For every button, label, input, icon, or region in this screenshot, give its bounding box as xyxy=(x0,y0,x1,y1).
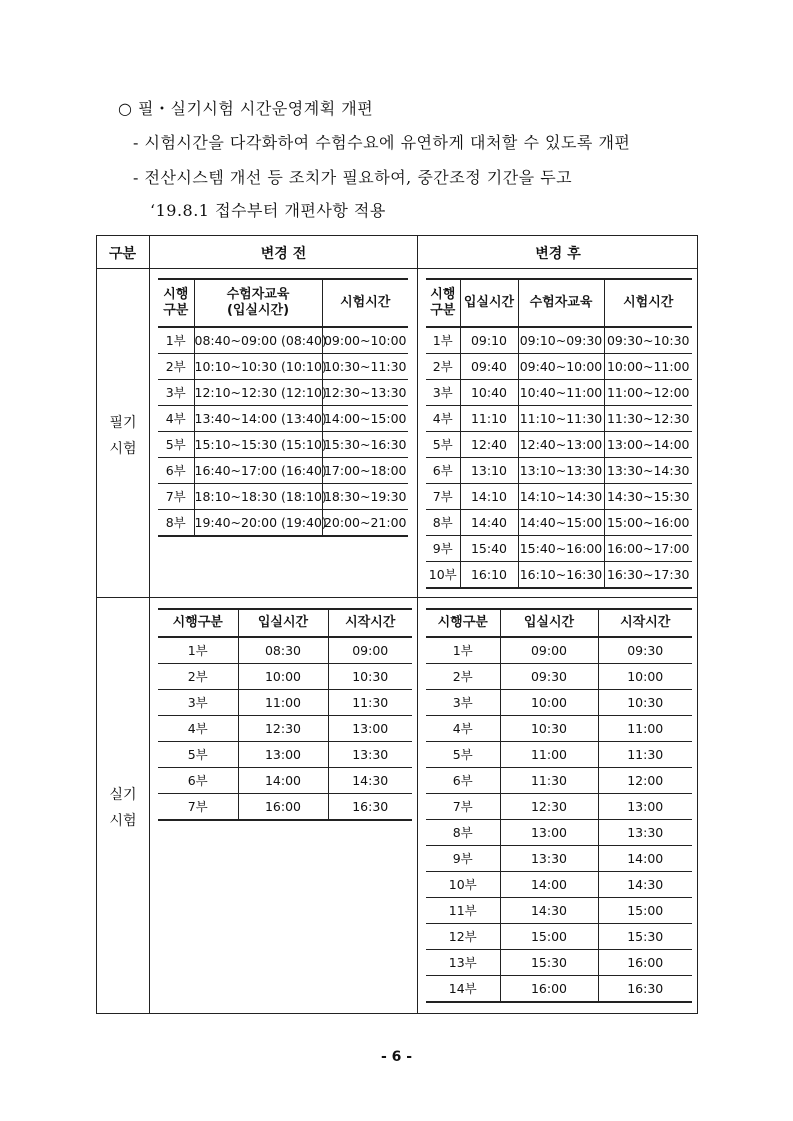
table-cell: 10:30 xyxy=(500,716,598,742)
table-cell: 09:30~10:30 xyxy=(604,327,692,354)
table-cell: 3부 xyxy=(158,380,194,406)
table-cell: 14:10 xyxy=(460,484,518,510)
table-cell: 09:10~09:30 xyxy=(518,327,604,354)
table-row xyxy=(158,637,412,664)
table-row xyxy=(426,794,692,820)
table-cell: 11:00 xyxy=(238,690,328,716)
table-cell: 13:00 xyxy=(500,820,598,846)
table-cell: 5부 xyxy=(158,742,238,768)
table-cell: 8부 xyxy=(426,820,500,846)
column-header: 시작시간 xyxy=(598,609,692,637)
table-cell: 20:00~21:00 xyxy=(322,510,408,537)
table-row xyxy=(426,716,692,742)
table-cell: 13:00 xyxy=(328,716,412,742)
table-row xyxy=(158,768,412,794)
table-cell: 14:10~14:30 xyxy=(518,484,604,510)
table-cell: 10:30~11:30 xyxy=(322,354,408,380)
table-row xyxy=(426,742,692,768)
table-cell: 8부 xyxy=(158,510,194,537)
table-cell: 13:40~14:00 (13:40) xyxy=(194,406,322,432)
practical-before-table xyxy=(158,608,412,821)
table-cell: 7부 xyxy=(426,484,460,510)
table-cell: 13:30 xyxy=(598,820,692,846)
table-row xyxy=(426,637,692,664)
table-cell: 13:00~14:00 xyxy=(604,432,692,458)
table-cell: 15:40 xyxy=(460,536,518,562)
table-cell: 6부 xyxy=(158,768,238,794)
table-row xyxy=(426,432,692,458)
table-cell: 1부 xyxy=(158,327,194,354)
column-header: 수험자교육 (입실시간) xyxy=(194,279,322,327)
column-header: 수험자교육 xyxy=(518,279,604,327)
table-row xyxy=(158,432,408,458)
table-cell: 16:10 xyxy=(460,562,518,589)
table-cell: 13:00 xyxy=(238,742,328,768)
table-cell: 10:00~11:00 xyxy=(604,354,692,380)
table-cell: 6부 xyxy=(426,458,460,484)
divider-category xyxy=(149,235,150,1014)
table-cell: 11:30 xyxy=(500,768,598,794)
table-cell: 16:30 xyxy=(328,794,412,821)
table-cell: 4부 xyxy=(158,406,194,432)
divider-rows xyxy=(96,597,698,598)
table-cell: 11:00~12:00 xyxy=(604,380,692,406)
table-cell: 09:30 xyxy=(598,637,692,664)
table-row xyxy=(426,380,692,406)
table-cell: 09:00 xyxy=(500,637,598,664)
table-cell: 2부 xyxy=(158,354,194,380)
table-row xyxy=(426,846,692,872)
table-cell: 13:30 xyxy=(500,846,598,872)
table-cell: 14부 xyxy=(426,976,500,1003)
table-row xyxy=(426,406,692,432)
table-row xyxy=(426,898,692,924)
table-cell: 12:40 xyxy=(460,432,518,458)
table-cell: 11:30 xyxy=(598,742,692,768)
table-cell: 5부 xyxy=(426,432,460,458)
table-row xyxy=(158,327,408,354)
table-cell: 08:40~09:00 (08:40) xyxy=(194,327,322,354)
table-row xyxy=(158,484,408,510)
table-cell: 16:30~17:30 xyxy=(604,562,692,589)
table-row xyxy=(158,380,408,406)
table-cell: 09:00 xyxy=(328,637,412,664)
column-header: 시행 구분 xyxy=(158,279,194,327)
table-cell: 11:30~12:30 xyxy=(604,406,692,432)
table-cell: 10:00 xyxy=(238,664,328,690)
table-cell: 7부 xyxy=(426,794,500,820)
table-cell: 3부 xyxy=(426,690,500,716)
column-header: 입실시간 xyxy=(238,609,328,637)
table-row xyxy=(426,536,692,562)
table-row xyxy=(158,716,412,742)
table-row xyxy=(158,510,408,537)
table-cell: 11:10 xyxy=(460,406,518,432)
table-cell: 7부 xyxy=(158,794,238,821)
table-cell: 15:40~16:00 xyxy=(518,536,604,562)
table-cell: 4부 xyxy=(426,406,460,432)
header-before: 변경 전 xyxy=(260,246,307,262)
table-cell: 5부 xyxy=(426,742,500,768)
table-cell: 14:40~15:00 xyxy=(518,510,604,536)
table-cell: 09:00~10:00 xyxy=(322,327,408,354)
table-cell: 2부 xyxy=(158,664,238,690)
table-cell: 11:30 xyxy=(328,690,412,716)
table-cell: 2부 xyxy=(426,664,500,690)
table-cell: 13부 xyxy=(426,950,500,976)
table-cell: 1부 xyxy=(426,637,500,664)
table-row xyxy=(426,510,692,536)
table-cell: 14:40 xyxy=(460,510,518,536)
table-row xyxy=(426,562,692,589)
table-cell: 15:30~16:30 xyxy=(322,432,408,458)
table-cell: 16:10~16:30 xyxy=(518,562,604,589)
column-header: 시작시간 xyxy=(328,609,412,637)
table-cell: 14:30 xyxy=(598,872,692,898)
table-cell: 12:30 xyxy=(500,794,598,820)
table-cell: 2부 xyxy=(426,354,460,380)
table-row xyxy=(426,768,692,794)
table-cell: 14:30 xyxy=(500,898,598,924)
table-cell: 14:30~15:30 xyxy=(604,484,692,510)
table-cell: 17:00~18:00 xyxy=(322,458,408,484)
table-row xyxy=(426,327,692,354)
bullet-item-1: - 시험시간을 다각화하여 수험수요에 유연하게 대처할 수 있도록 개편 xyxy=(133,133,631,152)
table-row xyxy=(426,690,692,716)
table-cell: 8부 xyxy=(426,510,460,536)
table-cell: 10부 xyxy=(426,872,500,898)
table-cell: 6부 xyxy=(426,768,500,794)
section-heading: ○ 필・실기시험 시간운영계획 개편 xyxy=(118,99,374,118)
table-cell: 9부 xyxy=(426,536,460,562)
table-cell: 11:00 xyxy=(598,716,692,742)
written-before-table xyxy=(158,278,408,537)
table-cell: 12:10~12:30 (12:10) xyxy=(194,380,322,406)
table-row xyxy=(426,950,692,976)
table-cell: 7부 xyxy=(158,484,194,510)
page-number: - 6 - xyxy=(380,1049,413,1065)
table-cell: 3부 xyxy=(426,380,460,406)
table-cell: 1부 xyxy=(158,637,238,664)
table-cell: 11:00 xyxy=(500,742,598,768)
table-cell: 15:00~16:00 xyxy=(604,510,692,536)
table-cell: 14:00~15:00 xyxy=(322,406,408,432)
table-cell: 18:30~19:30 xyxy=(322,484,408,510)
table-cell: 12:40~13:00 xyxy=(518,432,604,458)
row-label-practical: 실기 시험 xyxy=(109,787,137,829)
table-cell: 6부 xyxy=(158,458,194,484)
table-cell: 13:10 xyxy=(460,458,518,484)
table-cell: 08:30 xyxy=(238,637,328,664)
table-cell: 15:30 xyxy=(500,950,598,976)
table-cell: 9부 xyxy=(426,846,500,872)
column-header: 시행구분 xyxy=(158,609,238,637)
practical-after-table xyxy=(426,608,692,1003)
table-cell: 10:00 xyxy=(598,664,692,690)
bullet-item-2-line-2: ‘19.8.1 접수부터 개편사항 적용 xyxy=(150,201,386,220)
table-cell: 18:10~18:30 (18:10) xyxy=(194,484,322,510)
table-cell: 4부 xyxy=(426,716,500,742)
table-cell: 16:00~17:00 xyxy=(604,536,692,562)
table-cell: 11부 xyxy=(426,898,500,924)
table-cell: 13:30 xyxy=(328,742,412,768)
divider-before-after xyxy=(417,235,418,1014)
table-cell: 16:00 xyxy=(500,976,598,1003)
table-row xyxy=(158,406,408,432)
table-row xyxy=(426,976,692,1003)
table-cell: 12:30 xyxy=(238,716,328,742)
column-header: 시험시간 xyxy=(604,279,692,327)
column-header: 입실시간 xyxy=(500,609,598,637)
table-cell: 14:30 xyxy=(328,768,412,794)
table-cell: 09:10 xyxy=(460,327,518,354)
table-row xyxy=(426,924,692,950)
table-cell: 14:00 xyxy=(500,872,598,898)
table-cell: 16:40~17:00 (16:40) xyxy=(194,458,322,484)
table-row xyxy=(426,664,692,690)
table-row xyxy=(158,664,412,690)
table-cell: 3부 xyxy=(158,690,238,716)
divider-header xyxy=(96,268,698,269)
table-cell: 13:00 xyxy=(598,794,692,820)
table-cell: 10:40 xyxy=(460,380,518,406)
table-cell: 15:30 xyxy=(598,924,692,950)
table-cell: 15:10~15:30 (15:10) xyxy=(194,432,322,458)
header-after: 변경 후 xyxy=(535,246,581,262)
table-cell: 15:00 xyxy=(500,924,598,950)
table-row xyxy=(426,820,692,846)
bullet-item-2-line-1: - 전산시스템 개선 등 조치가 필요하여, 중간조정 기간을 두고 xyxy=(133,168,573,187)
table-cell: 12:30~13:30 xyxy=(322,380,408,406)
table-row xyxy=(426,354,692,380)
table-cell: 14:00 xyxy=(238,768,328,794)
table-cell: 10:10~10:30 (10:10) xyxy=(194,354,322,380)
table-cell: 11:10~11:30 xyxy=(518,406,604,432)
table-cell: 09:40~10:00 xyxy=(518,354,604,380)
table-cell: 5부 xyxy=(158,432,194,458)
table-cell: 16:00 xyxy=(598,950,692,976)
table-cell: 15:00 xyxy=(598,898,692,924)
table-row xyxy=(158,794,412,821)
table-row xyxy=(158,458,408,484)
table-cell: 09:40 xyxy=(460,354,518,380)
column-header: 시행 구분 xyxy=(426,279,460,327)
header-category: 구분 xyxy=(108,246,137,262)
table-row xyxy=(426,484,692,510)
table-cell: 16:00 xyxy=(238,794,328,821)
table-cell: 10:00 xyxy=(500,690,598,716)
column-header: 입실시간 xyxy=(460,279,518,327)
table-cell: 10:40~11:00 xyxy=(518,380,604,406)
written-after-table xyxy=(426,278,692,589)
table-cell: 14:00 xyxy=(598,846,692,872)
table-cell: 4부 xyxy=(158,716,238,742)
table-cell: 16:30 xyxy=(598,976,692,1003)
table-row xyxy=(158,742,412,768)
row-label-written: 필기 시험 xyxy=(109,415,137,457)
table-cell: 10부 xyxy=(426,562,460,589)
table-cell: 13:10~13:30 xyxy=(518,458,604,484)
table-cell: 1부 xyxy=(426,327,460,354)
table-row xyxy=(158,690,412,716)
table-cell: 12:00 xyxy=(598,768,692,794)
table-cell: 19:40~20:00 (19:40) xyxy=(194,510,322,537)
table-cell: 10:30 xyxy=(598,690,692,716)
column-header: 시험시간 xyxy=(322,279,408,327)
table-cell: 10:30 xyxy=(328,664,412,690)
table-cell: 13:30~14:30 xyxy=(604,458,692,484)
table-cell: 12부 xyxy=(426,924,500,950)
table-row xyxy=(426,872,692,898)
table-cell: 09:30 xyxy=(500,664,598,690)
column-header: 시행구분 xyxy=(426,609,500,637)
table-row xyxy=(158,354,408,380)
table-row xyxy=(426,458,692,484)
